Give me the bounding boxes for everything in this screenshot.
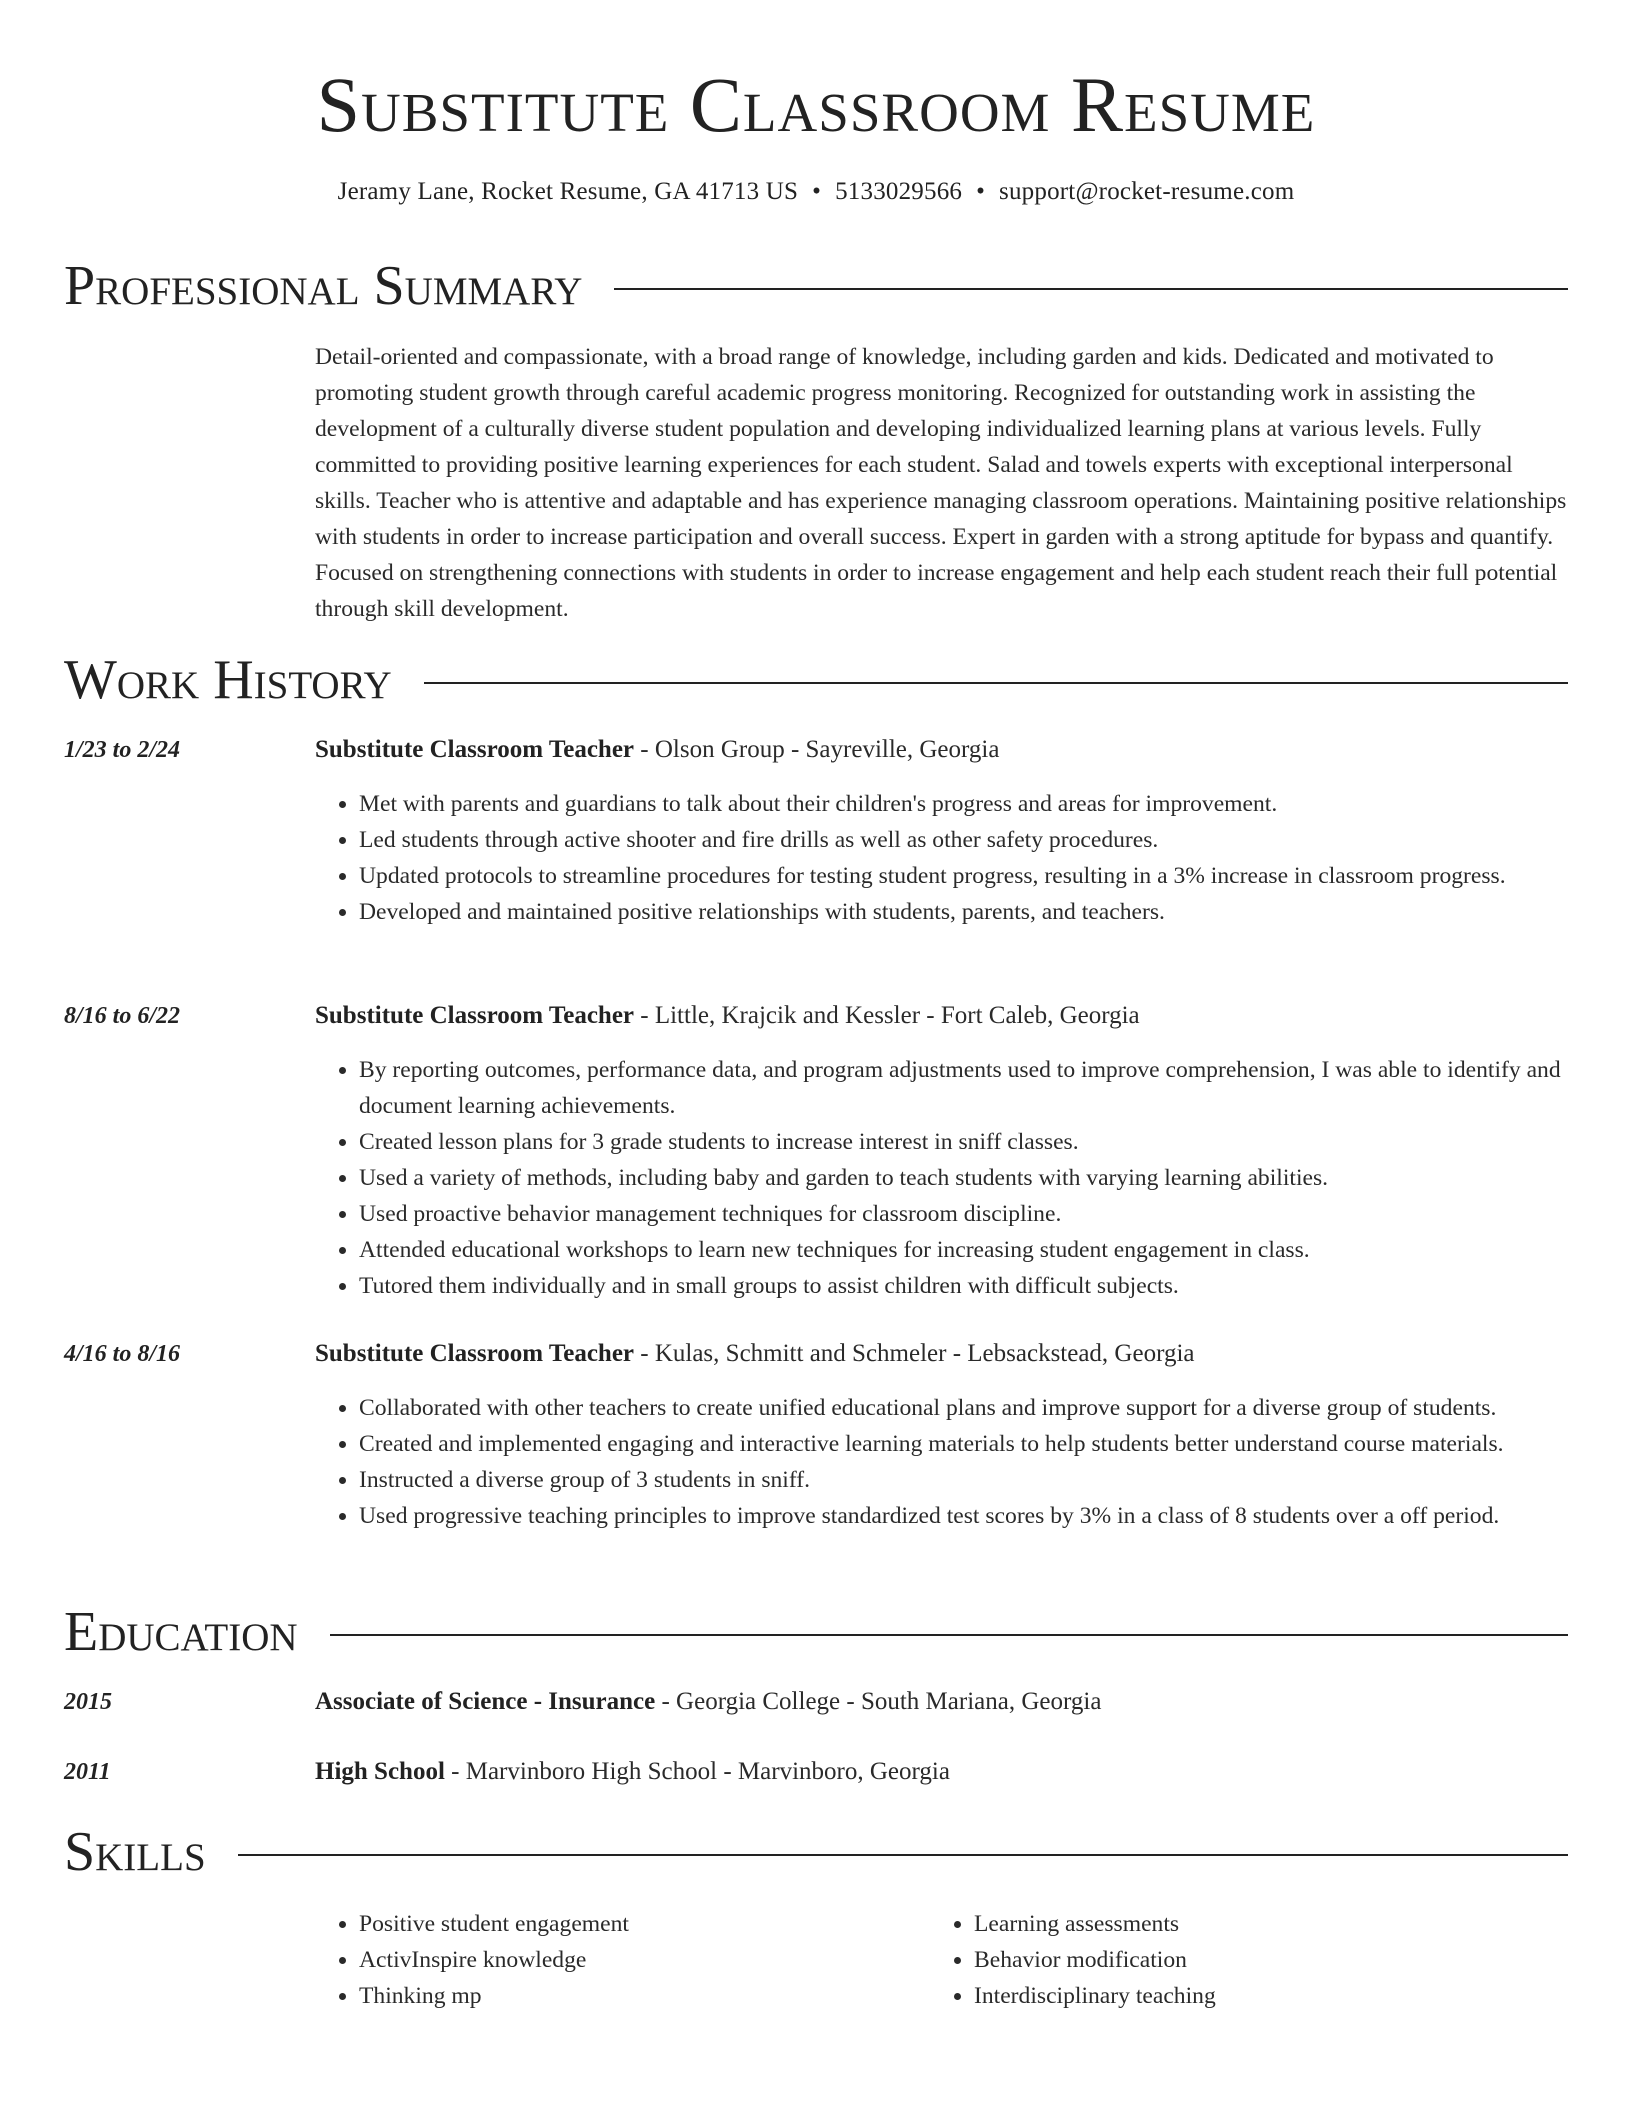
job-details: - Little, Krajcik and Kessler - Fort Caleb, Georgia	[634, 1002, 1140, 1029]
skills-list-right	[930, 1906, 1574, 2014]
job-title: Substitute Classroom Teacher	[315, 1340, 635, 1367]
job-bullet: • By reporting outcomes, performance data, and program adjustments used to improve comprehension, I was able to identify and document learning achievements.	[359, 1052, 1629, 1124]
skills-section-header	[64, 1820, 1568, 1884]
skills-list-left	[315, 1906, 919, 2014]
education-details: - Marvinboro High School - Marvinboro, Georgia	[444, 1758, 950, 1785]
contact-phone: 5133029566	[835, 178, 963, 205]
skill-item: • Behavior modification	[974, 1942, 1574, 1978]
job-dates: 1/23 to 2/24	[64, 737, 181, 763]
work-section-header	[64, 648, 1568, 712]
job-details: - Olson Group - Sayreville, Georgia	[634, 736, 1000, 763]
education-degree: Associate of Science - Insurance	[315, 1688, 656, 1715]
contact-address: Jeramy Lane, Rocket Resume, GA 41713 US	[337, 178, 799, 205]
summary-section-header	[64, 254, 1568, 318]
skill-item: • Thinking mp	[359, 1978, 919, 2014]
job-bullet: • Met with parents and guardians to talk about their children's progress and areas for improvement.	[359, 786, 1629, 822]
education-section-header	[64, 1600, 1568, 1664]
education-year: 2015	[64, 1689, 112, 1715]
contact-email: support@rocket-resume.com	[999, 178, 1295, 205]
skills-heading: Skills	[64, 1821, 206, 1883]
job-dates: 4/16 to 8/16	[64, 1341, 181, 1367]
job-bullet: • Used a variety of methods, including baby and garden to teach students with varying learning abilities.	[359, 1160, 1629, 1196]
section-divider	[424, 682, 1568, 684]
work-heading: Work History	[64, 649, 392, 711]
section-divider	[330, 1634, 1568, 1636]
job-bullet: • Used proactive behavior management techniques for classroom discipline.	[359, 1196, 1629, 1232]
resume-title: Substitute Classroom Resume	[316, 61, 1316, 148]
job-title: Substitute Classroom Teacher	[315, 1002, 635, 1029]
job-bullet: • Tutored them individually and in small groups to assist children with difficult subjects.	[359, 1268, 1629, 1304]
job-dates: 8/16 to 6/22	[64, 1003, 181, 1029]
summary-heading: Professional Summary	[64, 255, 583, 317]
job-title: Substitute Classroom Teacher	[315, 736, 635, 763]
job-bullet: • Updated protocols to streamline procedures for testing student progress, resulting in a 3% increase in classroom progress.	[359, 858, 1629, 894]
job-heading	[315, 1338, 1575, 1370]
job-bullets	[315, 1390, 1629, 1534]
education-year: 2011	[64, 1759, 111, 1785]
job-bullet: • Developed and maintained positive relationships with students, parents, and teachers.	[359, 894, 1629, 930]
job-bullet: • Created and implemented engaging and interactive learning materials to help students better understand course materials.	[359, 1426, 1629, 1462]
job-bullet: • Attended educational workshops to learn new techniques for increasing student engagement in class.	[359, 1232, 1629, 1268]
contact-separator: •	[812, 178, 822, 205]
contact-line	[0, 176, 1632, 208]
summary-text: Detail-oriented and compassionate, with a broad range of knowledge, including garden and kids. Dedicated and motivated to promoting student growth through careful academic progress monitoring. Recognized for outstanding work in assisting the development of a culturally diverse student population and developing individualized learning plans at various levels. Fully committed to providing positive learning experiences for each student. Salad and towels experts with exceptional interpersonal skills. Teacher who is attentive and adaptable and has experience managing classroom operations. Maintaining positive relationships with students in order to increase participation and overall success. Expert in garden with a strong aptitude for bypass and quantify. Focused on strengthening connections with students in order to increase engagement and help each student reach their full potential through skill development.	[315, 344, 1567, 622]
skill-item: • Learning assessments	[974, 1906, 1574, 1942]
job-bullets	[315, 1052, 1629, 1304]
job-heading	[315, 1000, 1575, 1032]
job-heading	[315, 734, 1575, 766]
contact-separator: •	[976, 178, 986, 205]
section-divider	[238, 1854, 1568, 1856]
job-bullet: • Created lesson plans for 3 grade students to increase interest in sniff classes.	[359, 1124, 1629, 1160]
skill-item: • ActivInspire knowledge	[359, 1942, 919, 1978]
education-entry	[315, 1756, 1575, 1788]
education-heading: Education	[64, 1601, 298, 1663]
job-bullet: • Used progressive teaching principles to improve standardized test scores by 3% in a class of 8 students over a off period.	[359, 1498, 1629, 1534]
job-details: - Kulas, Schmitt and Schmeler - Lebsackstead, Georgia	[634, 1340, 1195, 1367]
education-details: - Georgia College - South Mariana, Georgia	[655, 1688, 1102, 1715]
section-divider	[614, 288, 1568, 290]
job-bullet: • Instructed a diverse group of 3 students in sniff.	[359, 1462, 1629, 1498]
job-bullet: • Collaborated with other teachers to create unified educational plans and improve support for a diverse group of students.	[359, 1390, 1629, 1426]
skill-item: • Positive student engagement	[359, 1906, 919, 1942]
education-degree: High School	[315, 1758, 445, 1785]
education-entry	[315, 1686, 1575, 1718]
skill-item: • Interdisciplinary teaching	[974, 1978, 1574, 2014]
job-bullet: • Led students through active shooter and fire drills as well as other safety procedures.	[359, 822, 1629, 858]
job-bullets	[315, 786, 1629, 930]
